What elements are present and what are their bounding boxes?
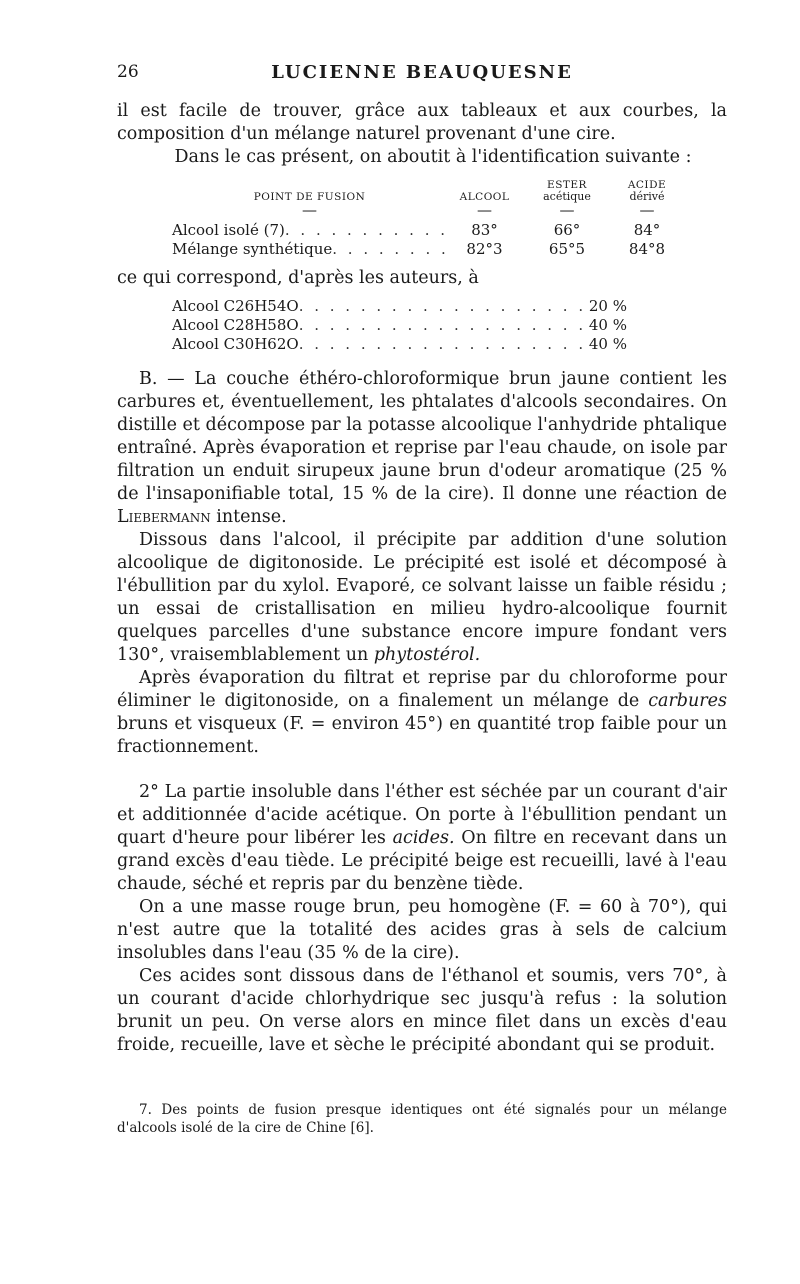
page-body <box>117 100 727 1057</box>
list-item: Alcool C26H54O . . . 20 % <box>172 297 627 316</box>
page-header <box>117 62 727 88</box>
col-alcool: ALCOOL <box>459 191 510 203</box>
table-dashes: — — — — <box>302 201 655 219</box>
intro-identification: Dans le cas présent, on aboutit à l'identification suivante : <box>174 147 692 167</box>
list-item: Alcool C28H58O . . . 40 % <box>172 316 627 335</box>
col-acide: ACIDE dérivé <box>627 179 667 203</box>
page-number: 26 <box>117 62 139 82</box>
intro-paragraph: il est facile de trouver, grâce aux tableaux et aux courbes, la composition d'un mélange naturel provenant d'une cire. <box>117 101 727 144</box>
col-point-fusion: POINT DE FUSION <box>253 191 366 203</box>
section-b-paragraph-1: B. — La couche éthéro-chloroformique brun jaune contient les carbures et, éventuellement, les phtalates d'alcools secondaires. On distille et décompose par la potasse alcoolique l'anhydride phtalique entraîné. Après évaporation et reprise par l'eau chaude, on isole par filtration un enduit sirupeux jaune brun d'odeur aromatique (25 % de l'insaponifiable total, 15 % de la cire). Il donne une réaction de Liebermann intense. <box>117 369 727 527</box>
alcohol-list <box>172 297 627 354</box>
table-row: Mélange synthétique . . . 82°3 65°5 84°8 <box>172 240 682 259</box>
table-header <box>172 179 682 203</box>
list-item: Alcool C30H62O . . . 40 % <box>172 335 627 354</box>
melting-point-table <box>172 179 682 259</box>
footnote: 7. Des points de fusion presque identiques ont été signalés pour un mélange d'alcools isolé de la cire de Chine [6]. <box>117 1102 727 1136</box>
running-title: LUCIENNE BEAUQUESNE <box>271 62 573 83</box>
section-b-paragraph-3: Après évaporation du filtrat et reprise par du chloroforme pour éliminer le digitonoside, on a finalement un mélange de carbures bruns et visqueux (F. = environ 45°) en quantité trop faible pour un fractionnement. <box>117 668 727 757</box>
table-row: Alcool isolé (7) . . . 83° 66° 84° <box>172 221 682 240</box>
section-b-paragraph-2: Dissous dans l'alcool, il précipite par addition d'une solution alcoolique de digitonoside. Le précipité est isolé et décomposé à l'ébullition par du xylol. Evaporé, ce solvant laisse un faible résidu ; un essai de cristallisation en milieu hydro-alcoolique fournit quelques parcelles d'une substance encore impure fondant vers 130°, vraisemblablement un phytostérol. <box>117 530 727 665</box>
author-name: Liebermann <box>117 507 211 527</box>
section-2-paragraph-2: On a une masse rouge brun, peu homogène (F. = 60 à 70°), qui n'est autre que la totalité des acides gras à sels de calcium insolubles dans l'eau (35 % de la cire). <box>117 897 727 963</box>
corresponds-line: ce qui correspond, d'après les auteurs, à <box>117 268 479 288</box>
section-2-paragraph-3: Ces acides sont dissous dans de l'éthanol et soumis, vers 70°, à un courant d'acide chlorhydrique sec jusqu'à refus : la solution brunit un peu. On verse alors en mince filet dans un excès d'eau froide, recueille, lave et sèche le précipité abondant qui se produit. <box>117 966 727 1055</box>
col-ester: ESTER acétique <box>543 179 591 203</box>
section-2-paragraph-1: 2° La partie insoluble dans l'éther est séchée par un courant d'air et additionnée d'acide acétique. On porte à l'ébullition pendant un quart d'heure pour libérer les acides. On filtre en recevant dans un grand excès d'eau tiède. Le précipité beige est recueilli, lavé à l'eau chaude, séché et repris par du benzène tiède. <box>117 782 727 894</box>
